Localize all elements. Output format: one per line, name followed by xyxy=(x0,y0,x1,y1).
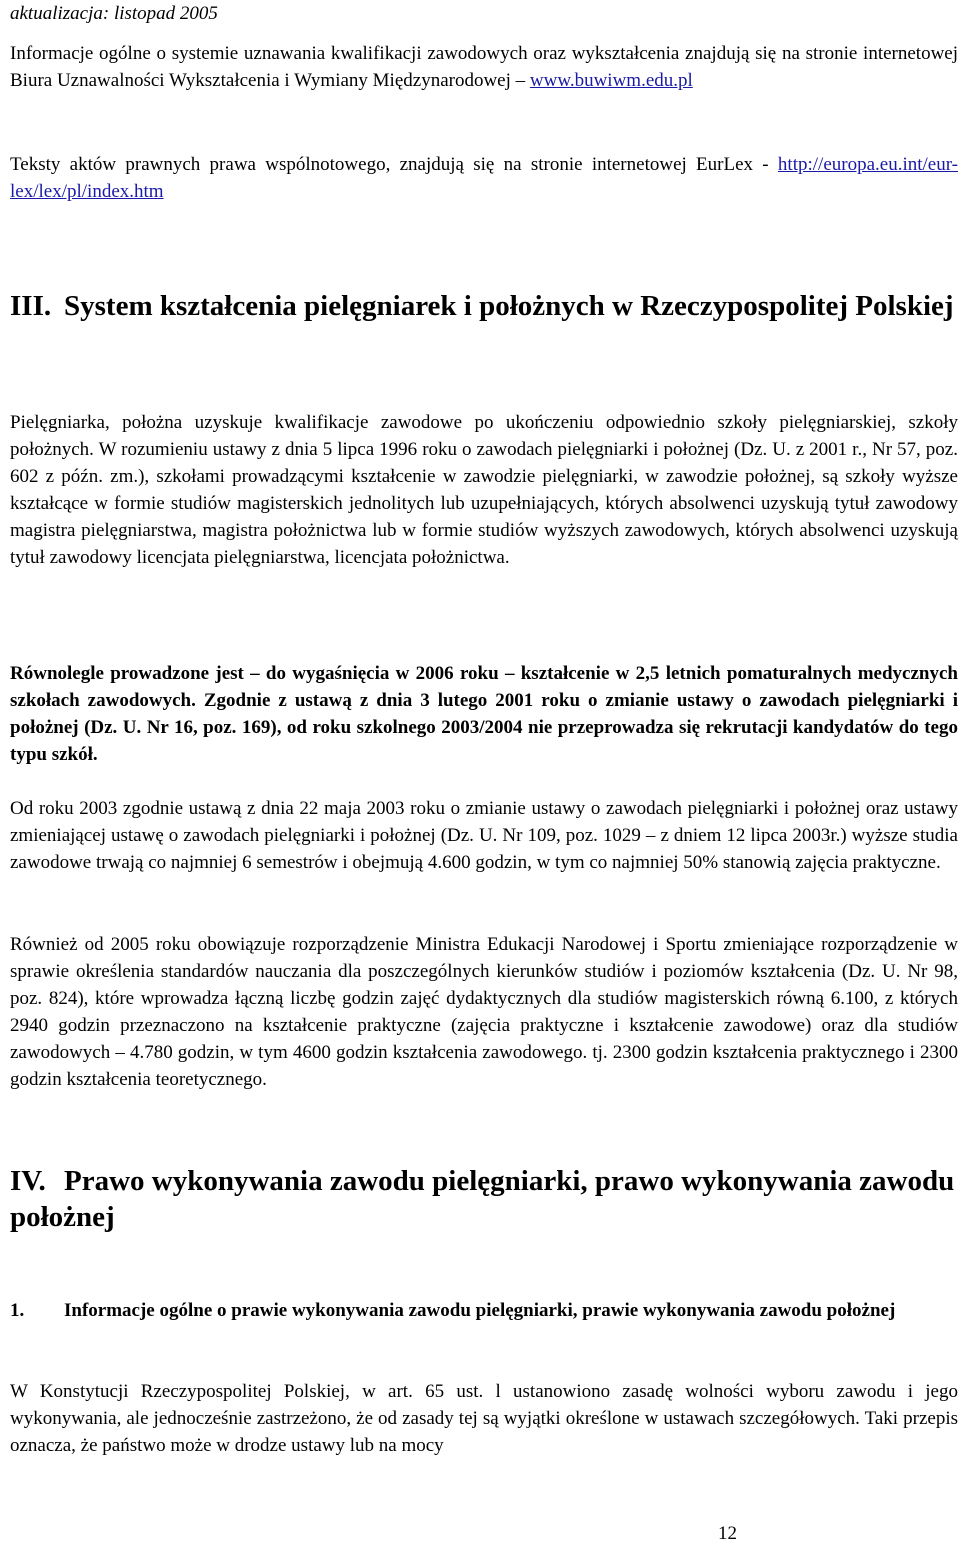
section-3-paragraph-3: Od roku 2003 zgodnie ustawą z dnia 22 maja 2003 roku o zmianie ustawy o zawodach pielęgniarki i położnej oraz ustawy zmieniającej ustawę o zawodach pielęgniarki i położnej (Dz. U. Nr 109, poz. 1029 – z dniem 12 lipca 2003r.) wyższe studia zawodowe trwają co najmniej 6 semestrów i obejmują 4.600 godzin, w tym co najmniej 50% stanowią zajęcia praktyczne. xyxy=(10,798,958,873)
subsection-1-number: 1. xyxy=(10,1300,25,1321)
page-number: 12 xyxy=(718,1523,737,1544)
subsection-1-heading xyxy=(10,1297,958,1324)
section-4-title: Prawo wykonywania zawodu pielęgniarki, prawo wykonywania zawodu położnej xyxy=(10,1165,955,1233)
buwiwm-link[interactable]: www.buwiwm.edu.pl xyxy=(529,70,693,91)
section-3-paragraph-2: Równolegle prowadzone jest – do wygaśnięcia w 2006 roku – kształcenie w 2,5 letnich pomaturalnych medycznych szkołach zawodowych. Zgodnie z ustawą z dnia 3 lutego 2001 roku o zmianie ustawy o zawodach pielęgniarki i położnej (Dz. U. Nr 16, poz. 169), od roku szkolnego 2003/2004 nie przeprowadza się rekrutacji kandydatów do tego typu szkół. xyxy=(10,663,958,765)
section-3-paragraph-4: Również od 2005 roku obowiązuje rozporządzenie Ministra Edukacji Narodowej i Sportu zmieniające rozporządzenie w sprawie określenia standardów nauczania dla poszczególnych kierunków studiów i poziomów kształcenia (Dz. U. Nr 98, poz. 824), które wprowadza łączną liczbę godzin zajęć dydaktycznych dla studiów magisterskich równą 6.100, z których 2940 godzin przeznaczono na kształcenie praktyczne (zajęcia praktyczne i kształcenie zawodowe) oraz dla studiów zawodowych – 4.780 godzin, w tym 4600 godzin kształcenia zawodowego. tj. 2300 godzin kształcenia praktycznego i 2300 godzin kształcenia teoretycznego. xyxy=(10,934,958,1090)
update-note: aktualizacja: listopad 2005 xyxy=(10,3,218,24)
eurlex-link[interactable]: http://europa.eu.int/eur-lex/lex/pl/index.htm xyxy=(10,154,958,202)
section-3-heading xyxy=(10,288,958,324)
intro-paragraph-2 xyxy=(10,151,958,205)
intro-paragraph-2-text: Teksty aktów prawnych prawa wspólnotowego, znajdują się na stronie internetowej EurLex - xyxy=(10,154,769,175)
section-4-paragraph-1: W Konstytucji Rzeczypospolitej Polskiej, w art. 65 ust. l ustanowiono zasadę wolności wyboru zawodu i jego wykonywania, ale jednocześnie zastrzeżono, że od zasady tej są wyjątki określone w ustawach szczegółowych. Taki przepis oznacza, że państwo może w drodze ustawy lub na mocy xyxy=(10,1381,958,1456)
section-4-number: IV. xyxy=(10,1165,46,1197)
subsection-1-title: Informacje ogólne o prawie wykonywania zawodu pielęgniarki, prawie wykonywania zawodu położnej xyxy=(64,1300,896,1321)
section-3-title: System kształcenia pielęgniarek i położnych w Rzeczypospolitej Polskiej xyxy=(64,290,954,322)
section-4-heading xyxy=(10,1163,958,1235)
section-3-paragraph-1: Pielęgniarka, położna uzyskuje kwalifikacje zawodowe po ukończeniu odpowiednio szkoły pielęgniarskiej, szkoły położnych. W rozumieniu ustawy z dnia 5 lipca 1996 roku o zawodach pielęgniarki i położnej (Dz. U. z 2001 r., Nr 57, poz. 602 z późn. zm.), szkołami prowadzącymi kształcenie w zawodzie pielęgniarki, w zawodzie położnej, są szkoły wyższe kształcące w formie studiów magisterskich jednolitych lub uzupełniających, których absolwenci uzyskują tytuł zawodowy magistra pielęgniarstwa, magistra położnictwa lub w formie studiów wyższych zawodowych, których absolwenci uzyskują tytuł zawodowy licencjata pielęgniarstwa, licencjata położnictwa. xyxy=(10,412,958,568)
intro-paragraph-1-text: Informacje ogólne o systemie uznawania kwalifikacji zawodowych oraz wykształcenia znajdują się na stronie internetowej Biura Uznawalności Wykształcenia i Wymiany Międzynarodowej – xyxy=(10,43,958,91)
section-3-number: III. xyxy=(10,290,52,322)
intro-paragraph-1 xyxy=(10,40,958,94)
